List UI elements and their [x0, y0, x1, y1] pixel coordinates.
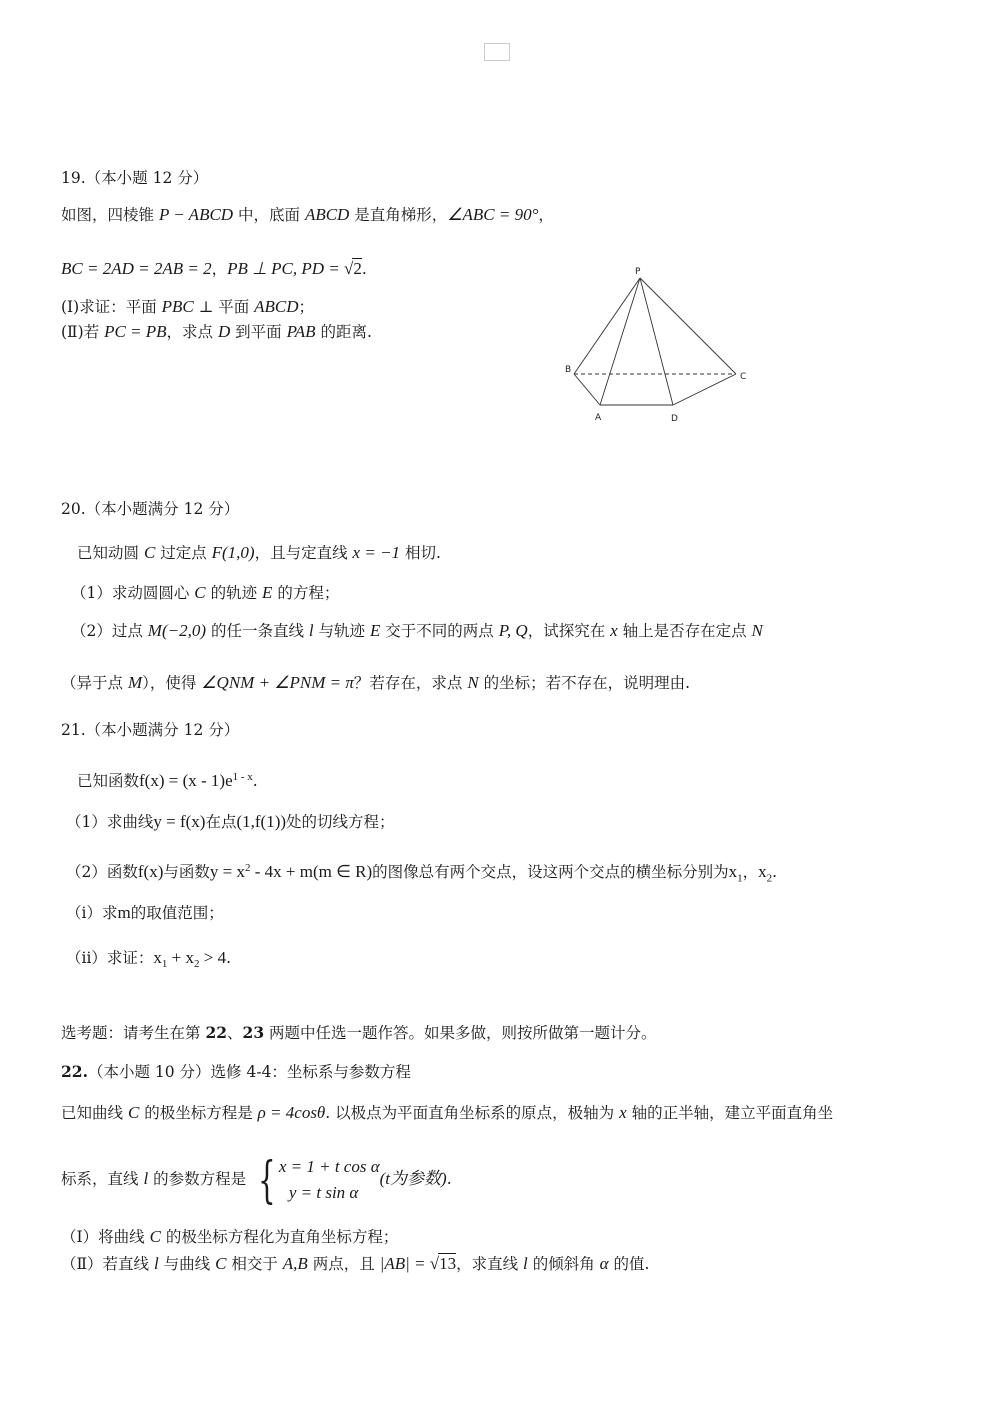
label-p: P: [635, 267, 641, 277]
edge-dc: [673, 374, 736, 405]
q21-header: 21.（本小题满分 12 分）: [61, 721, 240, 739]
q22-part1: （Ⅰ）将曲线 C 的极坐标方程化为直角坐标方程；: [61, 1227, 399, 1246]
parametric-system: { x = 1 + t cos α y = t sin α: [258, 1151, 380, 1209]
q21-stem: 已知函数$f(x) = (x - 1)e^{1 - x}$.: [77, 771, 258, 791]
pyramid-figure: [560, 262, 760, 427]
q22-stem-line2: 标系，直线 l 的参数方程是 { x = 1 + t cos α y = t sin α (t为参数).: [61, 1151, 452, 1209]
edge-pb: [574, 278, 640, 374]
elective-note: 选考题：请考生在第 22、23 两题中任选一题作答。如果多做，则按所做第一题计分。: [61, 1023, 657, 1042]
q21-part2: （2）函数f(x)与函数$y = x^2 - 4x + m(m$ ∈ R)的图像总有两个交点，设这两个交点的横坐标分别为$x_1$，$x_2$.: [66, 862, 778, 885]
header-image-placeholder: [484, 43, 510, 61]
q21-part1: （1）求曲线y = f(x)在点(1,f(1))处的切线方程；: [66, 812, 395, 831]
q22-part2: （Ⅱ）若直线 l 与曲线 C 相交于 A,B 两点，且 |AB| = √13，求直线 l 的倾斜角 α 的值.: [61, 1254, 650, 1273]
q20-stem: 已知动圆 C 过定点 F(1,0)，且与定直线 x = −1 相切.: [77, 543, 441, 562]
edge-ba: [574, 374, 600, 405]
q22-header: 22.（本小题 10 分）选修 4-4：坐标系与参数方程: [61, 1062, 411, 1081]
edge-pc: [640, 278, 736, 374]
label-d: D: [671, 414, 678, 424]
q20-part1: （1）求动圆圆心 C 的轨迹 E 的方程；: [71, 583, 340, 602]
q21-sub1: （ⅰ）求m的取值范围；: [66, 903, 224, 922]
q19-header: 19.（本小题 12 分）: [61, 169, 209, 187]
q20-header: 20.（本小题满分 12 分）: [61, 500, 240, 518]
q19-part2: (Ⅱ)若 PC = PB，求点 D 到平面 PAB 的距离.: [61, 322, 372, 341]
label-a: A: [595, 413, 602, 423]
q20-part2-cont: （异于点 M），使得 ∠QNM + ∠PNM = π？若存在，求点 N 的坐标；若不存在，说明理由.: [61, 673, 691, 692]
q19-stem-line2: BC = 2AD = 2AB = 2，PB ⊥ PC, PD = √2.: [61, 259, 367, 278]
q20-part2: （2）过点 M(−2,0) 的任一条直线 l 与轨迹 E 交于不同的两点 P, Q，试探究在 x 轴上是否存在定点 N: [71, 621, 763, 640]
q22-stem-line1: 已知曲线 C 的极坐标方程是 ρ = 4cosθ. 以极点为平面直角坐标系的原点，极轴为 x 轴的正半轴，建立平面直角坐: [61, 1103, 834, 1122]
q21-sub2: （ⅱ）求证：$x_1 + x_2 > 4$.: [66, 948, 232, 971]
edge-pd: [640, 278, 673, 405]
edge-pa: [600, 278, 640, 405]
q19-stem-line1: 如图，四棱锥 P − ABCD 中，底面 ABCD 是直角梯形，∠ABC = 90°，: [61, 205, 554, 224]
q19-part1: (Ⅰ)求证：平面 PBC ⊥ 平面 ABCD；: [61, 297, 315, 316]
label-b: B: [565, 365, 572, 375]
label-c: C: [740, 372, 747, 382]
